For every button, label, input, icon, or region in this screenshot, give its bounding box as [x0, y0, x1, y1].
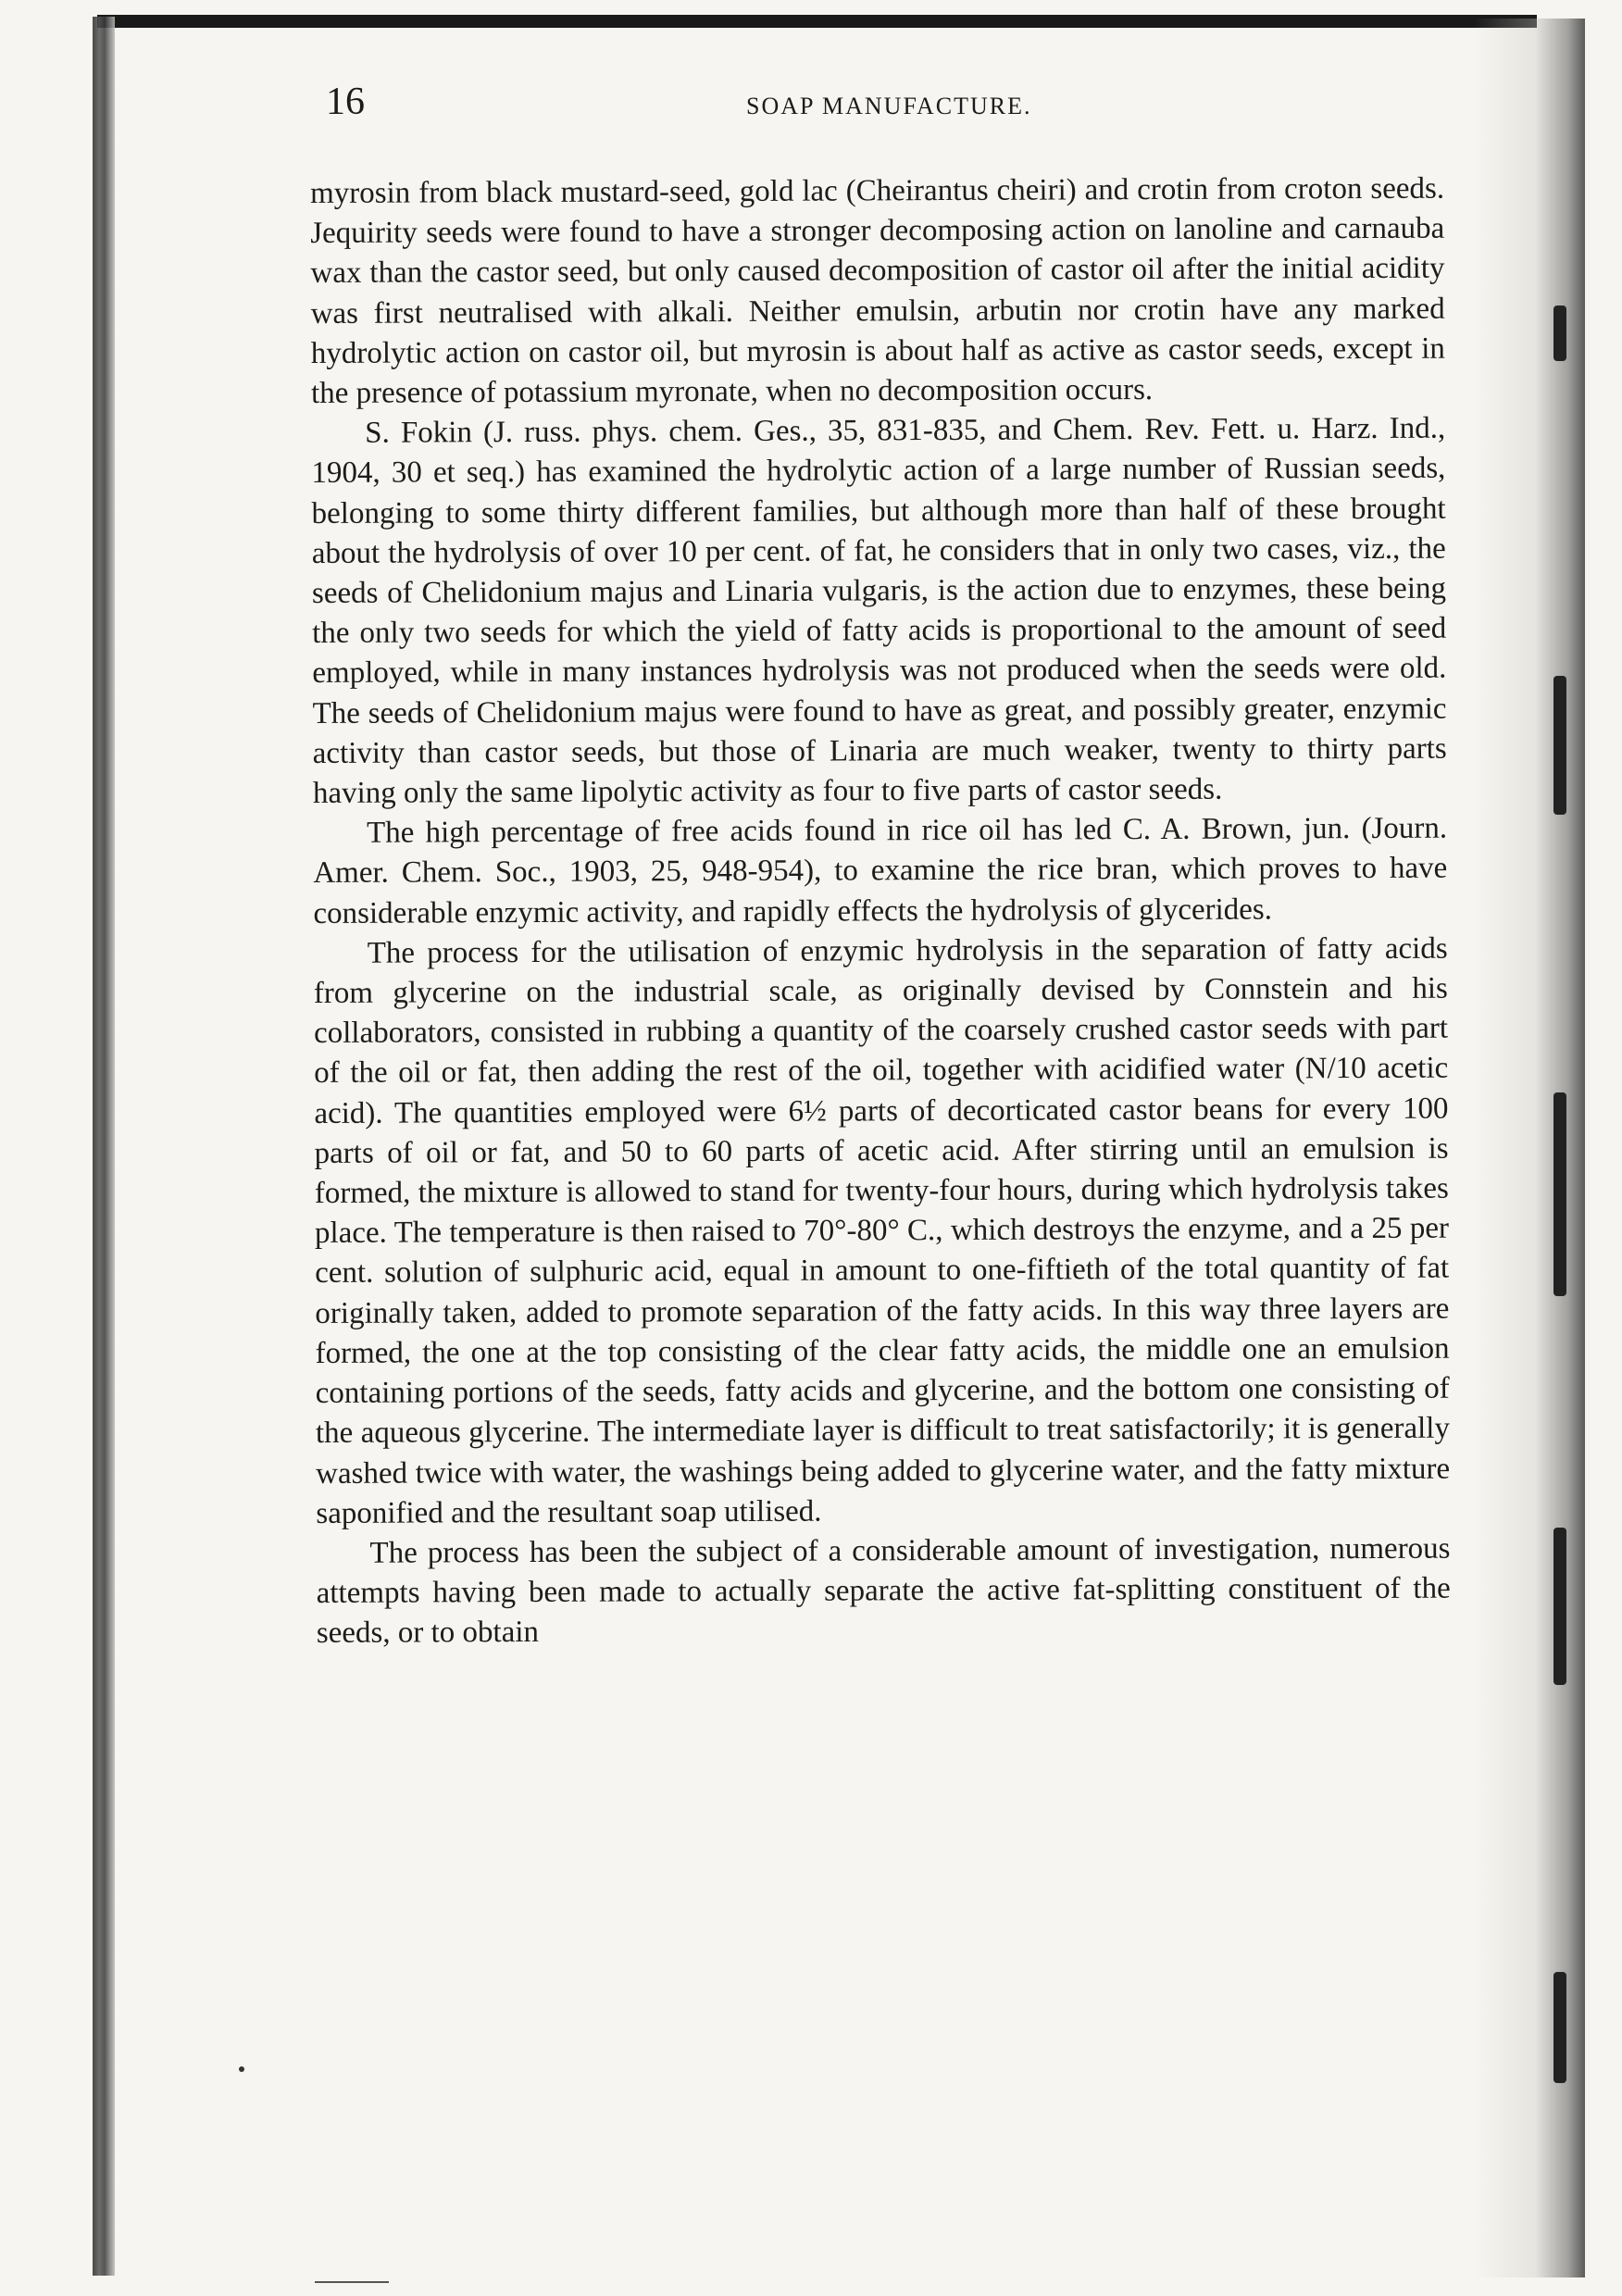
edge-mark — [1553, 1972, 1566, 2083]
paragraph: The process for the utilisation of enzymic hydrolysis in the separation of fatty acids from glycerine on the industrial scale, as originally devised by Connstein and his collaborators, consisted in rubbing a quantity of the coarsely crushed castor seeds with part of the oil or fat, then adding the rest of the oil, together with acidified water (N/10 acetic acid). The quantities employed were 6½ parts of decorticated castor beans for every 100 parts of oil or fat, and 50 to 60 parts of acetic acid. After stirring until an emulsion is formed, the mixture is allowed to stand for twenty-four hours, during which hydrolysis takes place. The temperature is then raised to 70°-80° C., which destroys the enzyme, and a 25 per cent. solution of sulphuric acid, equal in amount to one-fiftieth of the total quantity of fat originally taken, added to promote separation of the fatty acids. In this way three layers are formed, the one at the top consisting of the clear fatty acids, the middle one an emulsion containing portions of the seeds, fatty acids and glycerine, and the bottom one consisting of the aqueous glycerine. The intermediate layer is difficult to treat satisfactorily; it is generally washed twice with water, the washings being added to glycerine water, and the fatty mixture saponified and the resultant soap utilised. — [313, 931, 1451, 1530]
right-page-edge — [1474, 19, 1585, 2277]
paragraph: The high percentage of free acids found in rice oil has led C. A. Brown, jun. (Journ. Amer. Chem. Soc., 1903, 25, 948-954), to examine the rice bran, which proves to have considerable enzymic activity, and rapidly effects the hydrolysis of glycerides. — [313, 811, 1448, 930]
body-text — [310, 169, 1451, 1654]
ink-dash — [315, 2281, 389, 2283]
edge-mark — [1553, 1092, 1566, 1296]
binding-shadow — [93, 17, 115, 2276]
edge-mark — [1553, 676, 1566, 815]
running-title: SOAP MANUFACTURE. — [746, 93, 1032, 119]
paragraph: The process has been the subject of a considerable amount of investigation, numerous attempts having been made to actually separate the active fat-splitting constituent of the seeds, or to obtain — [316, 1531, 1451, 1651]
page-number: 16 — [326, 81, 365, 123]
page-header — [0, 80, 1622, 135]
paragraph: S. Fokin (J. russ. phys. chem. Ges., 35, 831-835, and Chem. Rev. Fett. u. Harz. Ind., 1904, 30 et seq.) has examined the hydrolytic action of a large number of Russian seeds, belonging to some thirty different families, but although more than half of these brought about the hydrolysis of over 10 per cent. of fat, he considers that in only two cases, viz., the seeds of Chelidonium majus and Linaria vulgaris, is the action due to enzymes, these being the only two seeds for which the yield of fatty acids is proportional to the amount of seed employed, while in many instances hydrolysis was not produced when the seeds were old. The seeds of Chelidonium majus were found to have as great, and possibly greater, enzymic activity than castor seeds, but those of Linaria are much weaker, twenty to thirty parts having only the same lipolytic activity as four to five parts of castor seeds. — [311, 411, 1447, 811]
edge-mark — [1553, 1528, 1566, 1685]
edge-mark — [1553, 306, 1566, 361]
ink-speck — [239, 2066, 244, 2072]
top-rule — [97, 15, 1537, 28]
paragraph: myrosin from black mustard-seed, gold lac (Cheirantus cheiri) and crotin from croton seeds. Jequirity seeds were found to have a stronger decomposing action on lanoline and carnauba wax than the castor seed, but only caused decomposition of castor oil after the initial acidity was first neutralised with alkali. Neither emulsin, arbutin nor crotin have any marked hydrolytic action on castor oil, but myrosin is about half as active as castor seeds, except in the presence of potassium myronate, when no decomposition occurs. — [310, 171, 1445, 411]
